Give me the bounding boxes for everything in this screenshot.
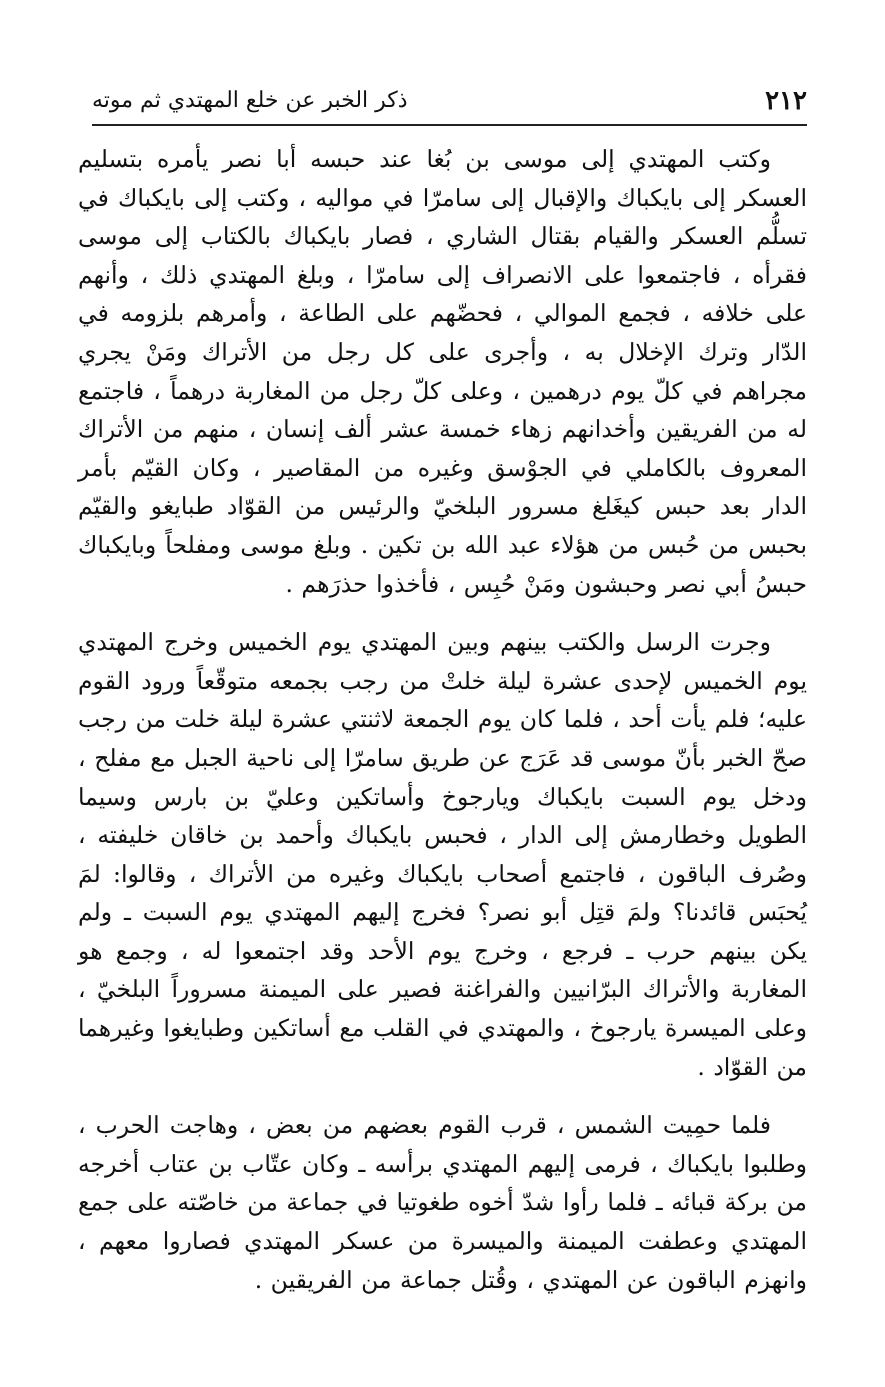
- page-body: [78, 140, 807, 1299]
- paragraph-3: فلما حمِيت الشمس ، قرب القوم بعضهم من بعض ، وهاجت الحرب ، وطلبوا بايكباك ، فرمى إليهم المهتدي برأسه ـ وكان عتّاب بن عتاب أخرجه من بركة قبائه ـ فلما رأوا شدّ أخوه طغوتيا في جماعة من خاصّته على جمع المهتدي وعطفت الميمنة والميسرة من عسكر المهتدي فصاروا معهم ، وانهزم الباقون عن المهتدي ، وقُتل جماعة من الفريقين .: [78, 1111, 807, 1294]
- paragraph-1: وكتب المهتدي إلى موسى بن بُغا عند حبسه أبا نصر يأمره بتسليم العسكر إلى بايكباك والإقبال إلى سامرّا في مواليه ، وكتب إلى بايكباك في تسلُّم العسكر والقيام بقتال الشاري ، فصار بايكباك بالكتاب إلى موسى فقرأه ، فاجتمعوا على الانصراف إلى سامرّا ، وبلغ المهتدي ذلك ، وأنهم على خلافه ، فجمع الموالي ، فحضّهم على الطاعة ، وأمرهم بلزومه في الدّار وترك الإخلال به ، وأجرى على كل رجل من الأتراك ومَنْ يجري مجراهم في كلّ يوم درهمين ، وعلى كلّ رجل من المغاربة درهماً ، فاجتمع له من الفريقين وأخدانهم زهاء خمسة عشر ألف إنسان ، منهم من الأتراك المعروف بالكاملي في الجوْسق وغيره من المقاصير ، وكان القيّم بأمر الدار بعد حبس كيغَلغ مسرور البلخيّ والرئيس من القوّاد طبايغو والقيّم بحبس من حُبس من هؤلاء عبد الله بن تكين . وبلغ موسى ومفلحاً وبايكباك حبسُ أبي نصر وحبشون ومَنْ حُبِس ، فأخذوا حذرَهم .: [78, 145, 807, 598]
- paragraph-2: وجرت الرسل والكتب بينهم وبين المهتدي يوم الخميس وخرج المهتدي يوم الخميس لإحدى عشرة ليلة خلتْ من رجب بجمعه متوقّعاً ورود القوم عليه؛ فلم يأت أحد ، فلما كان يوم الجمعة لاثنتي عشرة ليلة خلت من رجب صحّ الخبر بأنّ موسى قد عَرَج عن طريق سامرّا إلى ناحية الجبل مع مفلح ، ودخل يوم السبت بايكباك ويارجوخ وأساتكين وعليّ بن بارس وسيما الطويل وخطارمش إلى الدار ، فحبس بايكباك وأحمد بن خاقان خليفته ، وصُرف الباقون ، فاجتمع أصحاب بايكباك وغيره من الأتراك ، وقالوا: لمَ يُحبَس قائدنا؟ ولمَ قتِل أبو نصر؟ فخرج إليهم المهتدي يوم السبت ـ ولم يكن بينهم حرب ـ فرجع ، وخرج يوم الأحد وقد اجتمعوا له ، وجمع هو المغاربة والأتراك البرّانيين والفراغنة فصير على الميمنة مسروراً البلخيّ ، وعلى الميسرة يارجوخ ، والمهتدي في القلب مع أساتكين وطبايغوا وغيرهما من القوّاد .: [78, 628, 807, 1081]
- chapter-title: ذكر الخبر عن خلع المهتدي ثم موته: [92, 88, 408, 113]
- page-number: ٢١٢: [765, 86, 807, 116]
- running-header: [92, 78, 807, 126]
